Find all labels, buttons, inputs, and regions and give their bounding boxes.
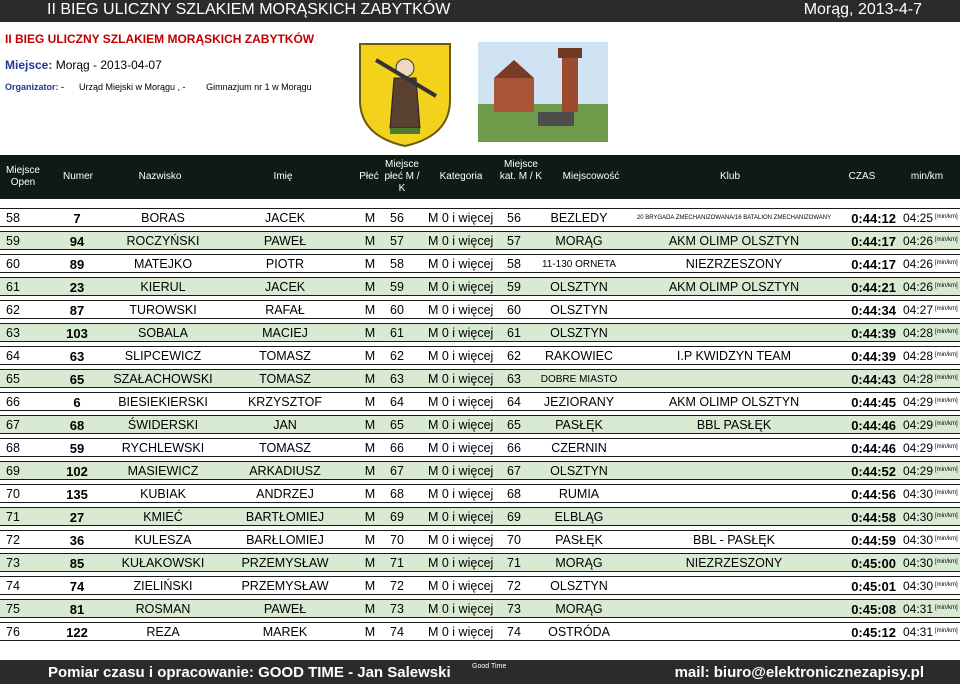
table-row (0, 438, 960, 457)
bib-number: 85 (69, 556, 85, 571)
event-place-date: Morąg, 2013-4-7 (803, 1, 922, 18)
bib-number: 65 (69, 372, 85, 387)
surname: BIESIEKIERSKI (118, 395, 208, 409)
header-organizer (5, 82, 330, 92)
finish-time: 0:44:17 (851, 234, 896, 249)
city: OLSZTYN (550, 280, 608, 294)
finish-time: 0:44:56 (851, 487, 896, 502)
pace-unit: [min/km] (935, 513, 958, 519)
surname: KMIEĆ (143, 510, 183, 524)
col-number: Numer (62, 171, 93, 182)
town-photo-image (478, 42, 608, 142)
pace-unit: [min/km] (935, 329, 958, 335)
first-name: PIOTR (265, 257, 305, 271)
table-row (0, 392, 960, 411)
place-label: Miejsce: (5, 58, 53, 72)
open-place: 69 (6, 464, 20, 478)
category: M 0 i więcej (428, 625, 494, 639)
pace-unit: [min/km] (935, 375, 958, 381)
first-name: PAWEŁ (263, 602, 307, 616)
city: CZERNIN (551, 441, 607, 455)
surname: ŚWIDERSKI (127, 418, 199, 432)
pace: 04:30 (903, 533, 934, 547)
place-sex: 64 (390, 395, 404, 409)
sex: M (364, 349, 376, 363)
pace-unit: [min/km] (935, 559, 958, 565)
pace-unit: [min/km] (935, 352, 958, 358)
open-place: 76 (6, 625, 20, 639)
pace-unit: [min/km] (935, 490, 958, 496)
place-category: 71 (507, 556, 521, 570)
col-place-sex: Miejsce płeć M / K (384, 159, 420, 194)
category: M 0 i więcej (428, 280, 494, 294)
city: PASŁĘK (555, 418, 603, 432)
open-place: 59 (6, 234, 20, 248)
club: BBL - PASŁĘK (693, 533, 775, 547)
pace: 04:25 (903, 211, 934, 225)
pace: 04:29 (903, 441, 934, 455)
bib-number: 94 (69, 234, 85, 249)
city: BEZLEDY (550, 211, 608, 225)
city: MORĄG (555, 602, 603, 616)
first-name: JACEK (264, 211, 306, 225)
pace: 04:29 (903, 395, 934, 409)
table-row (0, 208, 960, 227)
table-row (0, 622, 960, 641)
first-name: PAWEŁ (263, 234, 307, 248)
city: RUMIA (558, 487, 600, 501)
table-row (0, 300, 960, 319)
sex: M (364, 326, 376, 340)
first-name: KRZYSZTOF (247, 395, 323, 409)
place-category: 59 (507, 280, 521, 294)
category: M 0 i więcej (428, 487, 494, 501)
pace-unit: [min/km] (935, 260, 958, 266)
finish-time: 0:44:46 (851, 418, 896, 433)
bib-number: 36 (69, 533, 85, 548)
first-name: TOMASZ (259, 372, 311, 386)
finish-time: 0:44:39 (851, 349, 896, 364)
place-sex: 58 (390, 257, 404, 271)
bib-number: 74 (69, 579, 85, 594)
category: M 0 i więcej (428, 372, 494, 386)
category: M 0 i więcej (428, 533, 494, 547)
finish-time: 0:44:34 (851, 303, 896, 318)
organizer-label: Organizator: - (5, 82, 65, 92)
finish-time: 0:45:08 (851, 602, 896, 617)
city: OLSZTYN (550, 579, 608, 593)
surname: MATEJKO (133, 257, 193, 271)
place-sex: 74 (390, 625, 404, 639)
table-row (0, 369, 960, 388)
city: ELBLĄG (554, 510, 604, 524)
pace-unit: [min/km] (935, 628, 958, 634)
pace: 04:28 (903, 349, 934, 363)
category: M 0 i więcej (428, 326, 494, 340)
place-category: 68 (507, 487, 521, 501)
place-sex: 56 (390, 211, 404, 225)
open-place: 67 (6, 418, 20, 432)
surname: TUROWSKI (129, 303, 197, 317)
city: OLSZTYN (550, 326, 608, 340)
pace-unit: [min/km] (935, 398, 958, 404)
pace: 04:28 (903, 372, 934, 386)
city: PASŁĘK (555, 533, 603, 547)
sex: M (364, 464, 376, 478)
place-category: 67 (507, 464, 521, 478)
open-place: 65 (6, 372, 20, 386)
finish-time: 0:45:01 (851, 579, 896, 594)
category: M 0 i więcej (428, 418, 494, 432)
pace: 04:26 (903, 234, 934, 248)
good-time-logo: Good Time (472, 663, 507, 670)
table-row (0, 507, 960, 526)
first-name: BARTŁOMIEJ (245, 510, 325, 524)
place-sex: 57 (390, 234, 404, 248)
category: M 0 i więcej (428, 349, 494, 363)
bib-number: 27 (69, 510, 85, 525)
sex: M (364, 280, 376, 294)
bib-number: 68 (69, 418, 85, 433)
surname: RYCHLEWSKI (121, 441, 205, 455)
finish-time: 0:44:43 (851, 372, 896, 387)
pace-unit: [min/km] (935, 444, 958, 450)
top-bar (0, 0, 960, 22)
club: I.P KWIDZYN TEAM (676, 349, 792, 363)
pace: 04:31 (903, 602, 934, 616)
category: M 0 i więcej (428, 395, 494, 409)
table-row (0, 530, 960, 549)
bib-number: 81 (69, 602, 85, 617)
bib-number: 59 (69, 441, 85, 456)
footer-credit: Pomiar czasu i opracowanie: GOOD TIME - Jan Salewski (48, 664, 451, 681)
first-name: PRZEMYSŁAW (241, 579, 329, 593)
bib-number: 122 (66, 625, 88, 640)
city: RAKOWIEC (544, 349, 614, 363)
table-row (0, 553, 960, 572)
col-place-category: Miejsce kat. M / K (499, 159, 543, 182)
pace: 04:29 (903, 418, 934, 432)
place-sex: 69 (390, 510, 404, 524)
table-row (0, 323, 960, 342)
open-place: 63 (6, 326, 20, 340)
bib-number: 135 (66, 487, 88, 502)
pace: 04:26 (903, 257, 934, 271)
open-place: 58 (6, 211, 20, 225)
place-sex: 67 (390, 464, 404, 478)
club: 20 BRYGADA ZMECHANIZOWANA/16 BATALION ZMECHANIZOWANY (636, 215, 832, 221)
first-name: BARŁLOMIEJ (246, 533, 324, 547)
header-title: II BIEG ULICZNY SZLAKIEM MORĄSKICH ZABYTKÓW (5, 32, 315, 46)
city: MORĄG (555, 556, 603, 570)
surname: KULESZA (134, 533, 192, 547)
city: OLSZTYN (550, 303, 608, 317)
pace: 04:31 (903, 625, 934, 639)
table-row (0, 576, 960, 595)
pace: 04:30 (903, 556, 934, 570)
city: OLSZTYN (550, 464, 608, 478)
place-category: 56 (507, 211, 521, 225)
open-place: 71 (6, 510, 20, 524)
place-sex: 61 (390, 326, 404, 340)
place-category: 65 (507, 418, 521, 432)
table-row (0, 461, 960, 480)
pace-unit: [min/km] (935, 582, 958, 588)
finish-time: 0:44:52 (851, 464, 896, 479)
footer-bar (0, 660, 960, 684)
place-sex: 60 (390, 303, 404, 317)
bib-number: 7 (73, 211, 81, 226)
city: 11-130 ORNETA (541, 259, 617, 270)
first-name: ANDRZEJ (256, 487, 314, 501)
col-open: Miejsce Open (6, 165, 40, 188)
pace: 04:30 (903, 487, 934, 501)
pace-unit: [min/km] (935, 237, 958, 243)
first-name: MAREK (262, 625, 308, 639)
results-table-header (0, 155, 960, 199)
finish-time: 0:44:59 (851, 533, 896, 548)
sex: M (364, 487, 376, 501)
sex: M (364, 257, 376, 271)
footer-mail: mail: biuro@elektronicznezapisy.pl (674, 664, 924, 681)
surname: ROSMAN (135, 602, 191, 616)
surname: KUŁAKOWSKI (121, 556, 205, 570)
open-place: 75 (6, 602, 20, 616)
place-category: 60 (507, 303, 521, 317)
category: M 0 i więcej (428, 556, 494, 570)
place-sex: 71 (390, 556, 404, 570)
open-place: 72 (6, 533, 20, 547)
surname: ZIELIŃSKI (133, 579, 193, 593)
pace: 04:29 (903, 464, 934, 478)
table-row (0, 277, 960, 296)
first-name: MACIEJ (262, 326, 308, 340)
place-category: 66 (507, 441, 521, 455)
open-place: 62 (6, 303, 20, 317)
place-value: Morąg - 2013-04-07 (55, 58, 162, 72)
club: AKM OLIMP OLSZTYN (668, 280, 800, 294)
town-crest-image (354, 38, 456, 148)
open-place: 64 (6, 349, 20, 363)
finish-time: 0:44:39 (851, 326, 896, 341)
surname: KIERUL (140, 280, 186, 294)
col-city: Miejscowość (562, 171, 620, 182)
open-place: 70 (6, 487, 20, 501)
club: NIEZRZESZONY (685, 257, 783, 271)
finish-time: 0:44:21 (851, 280, 896, 295)
col-category: Kategoria (439, 171, 483, 182)
col-club: Klub (719, 171, 740, 182)
city: MORĄG (555, 234, 603, 248)
pace: 04:30 (903, 510, 934, 524)
category: M 0 i więcej (428, 579, 494, 593)
first-name: ARKADIUSZ (249, 464, 321, 478)
first-name: JACEK (264, 280, 306, 294)
surname: SOBALA (137, 326, 189, 340)
first-name: TOMASZ (259, 441, 311, 455)
category: M 0 i więcej (428, 602, 494, 616)
sex: M (364, 533, 376, 547)
sex: M (364, 372, 376, 386)
place-category: 61 (507, 326, 521, 340)
col-time: CZAS (848, 171, 876, 182)
header-place (5, 58, 162, 72)
city: JEZIORANY (543, 395, 615, 409)
open-place: 73 (6, 556, 20, 570)
pace-unit: [min/km] (935, 306, 958, 312)
place-sex: 63 (390, 372, 404, 386)
city: OSTRÓDA (548, 625, 610, 639)
surname: BORAS (141, 211, 185, 225)
category: M 0 i więcej (428, 303, 494, 317)
open-place: 60 (6, 257, 20, 271)
place-sex: 70 (390, 533, 404, 547)
place-sex: 65 (390, 418, 404, 432)
club: NIEZRZESZONY (685, 556, 783, 570)
col-pace: min/km (910, 171, 944, 182)
place-category: 58 (507, 257, 521, 271)
open-place: 66 (6, 395, 20, 409)
finish-time: 0:45:12 (851, 625, 896, 640)
finish-time: 0:44:17 (851, 257, 896, 272)
pace: 04:28 (903, 326, 934, 340)
place-category: 74 (507, 625, 521, 639)
place-category: 73 (507, 602, 521, 616)
col-surname: Nazwisko (138, 171, 182, 182)
table-row (0, 484, 960, 503)
pace: 04:30 (903, 579, 934, 593)
sex: M (364, 418, 376, 432)
table-row (0, 231, 960, 250)
bib-number: 63 (69, 349, 85, 364)
surname: KUBIAK (140, 487, 186, 501)
open-place: 61 (6, 280, 20, 294)
pace-unit: [min/km] (935, 283, 958, 289)
surname: MASIEWICZ (127, 464, 199, 478)
place-category: 72 (507, 579, 521, 593)
place-sex: 66 (390, 441, 404, 455)
first-name: PRZEMYSŁAW (241, 556, 329, 570)
sex: M (364, 625, 376, 639)
bib-number: 87 (69, 303, 85, 318)
open-place: 68 (6, 441, 20, 455)
surname: SLIPCEWICZ (124, 349, 202, 363)
finish-time: 0:44:58 (851, 510, 896, 525)
pace-unit: [min/km] (935, 421, 958, 427)
surname: REZA (146, 625, 180, 639)
pace-unit: [min/km] (935, 467, 958, 473)
pace: 04:27 (903, 303, 934, 317)
surname: SZAŁACHOWSKI (113, 372, 213, 386)
organizer-1: Urząd Miejski w Morągu , - (79, 82, 186, 92)
col-first-name: Imię (273, 171, 293, 182)
club: AKM OLIMP OLSZTYN (668, 234, 800, 248)
first-name: JAN (273, 418, 297, 432)
place-sex: 73 (390, 602, 404, 616)
club: AKM OLIMP OLSZTYN (668, 395, 800, 409)
place-sex: 68 (390, 487, 404, 501)
category: M 0 i więcej (428, 464, 494, 478)
finish-time: 0:44:46 (851, 441, 896, 456)
first-name: RAFAŁ (265, 303, 305, 317)
place-category: 63 (507, 372, 521, 386)
category: M 0 i więcej (428, 510, 494, 524)
event-title: II BIEG ULICZNY SZLAKIEM MORĄSKICH ZABYTKÓW (47, 1, 451, 18)
place-sex: 72 (390, 579, 404, 593)
table-row (0, 346, 960, 365)
category: M 0 i więcej (428, 257, 494, 271)
finish-time: 0:44:45 (851, 395, 896, 410)
sex: M (364, 234, 376, 248)
sex: M (364, 303, 376, 317)
sex: M (364, 602, 376, 616)
place-category: 57 (507, 234, 521, 248)
sex: M (364, 395, 376, 409)
category: M 0 i więcej (428, 211, 494, 225)
place-category: 70 (507, 533, 521, 547)
first-name: TOMASZ (259, 349, 311, 363)
place-sex: 59 (390, 280, 404, 294)
pace-unit: [min/km] (935, 214, 958, 220)
pace-unit: [min/km] (935, 605, 958, 611)
sex: M (364, 510, 376, 524)
bib-number: 23 (69, 280, 85, 295)
table-row (0, 599, 960, 618)
place-sex: 62 (390, 349, 404, 363)
bib-number: 6 (73, 395, 81, 410)
place-category: 64 (507, 395, 521, 409)
open-place: 74 (6, 579, 20, 593)
finish-time: 0:44:12 (851, 211, 896, 226)
sex: M (364, 441, 376, 455)
sex: M (364, 579, 376, 593)
col-sex: Płeć (359, 171, 379, 182)
sex: M (364, 556, 376, 570)
finish-time: 0:45:00 (851, 556, 896, 571)
pace-unit: [min/km] (935, 536, 958, 542)
city: DOBRE MIASTO (540, 374, 618, 385)
category: M 0 i więcej (428, 234, 494, 248)
bib-number: 89 (69, 257, 85, 272)
surname: ROCZYŃSKI (126, 234, 200, 248)
category: M 0 i więcej (428, 441, 494, 455)
organizer-2: Gimnazjum nr 1 w Morągu (206, 82, 312, 92)
place-category: 69 (507, 510, 521, 524)
club: BBL PASŁĘK (696, 418, 772, 432)
bib-number: 103 (66, 326, 88, 341)
bib-number: 102 (66, 464, 88, 479)
place-category: 62 (507, 349, 521, 363)
table-row (0, 254, 960, 273)
pace: 04:26 (903, 280, 934, 294)
sex: M (364, 211, 376, 225)
table-row (0, 415, 960, 434)
